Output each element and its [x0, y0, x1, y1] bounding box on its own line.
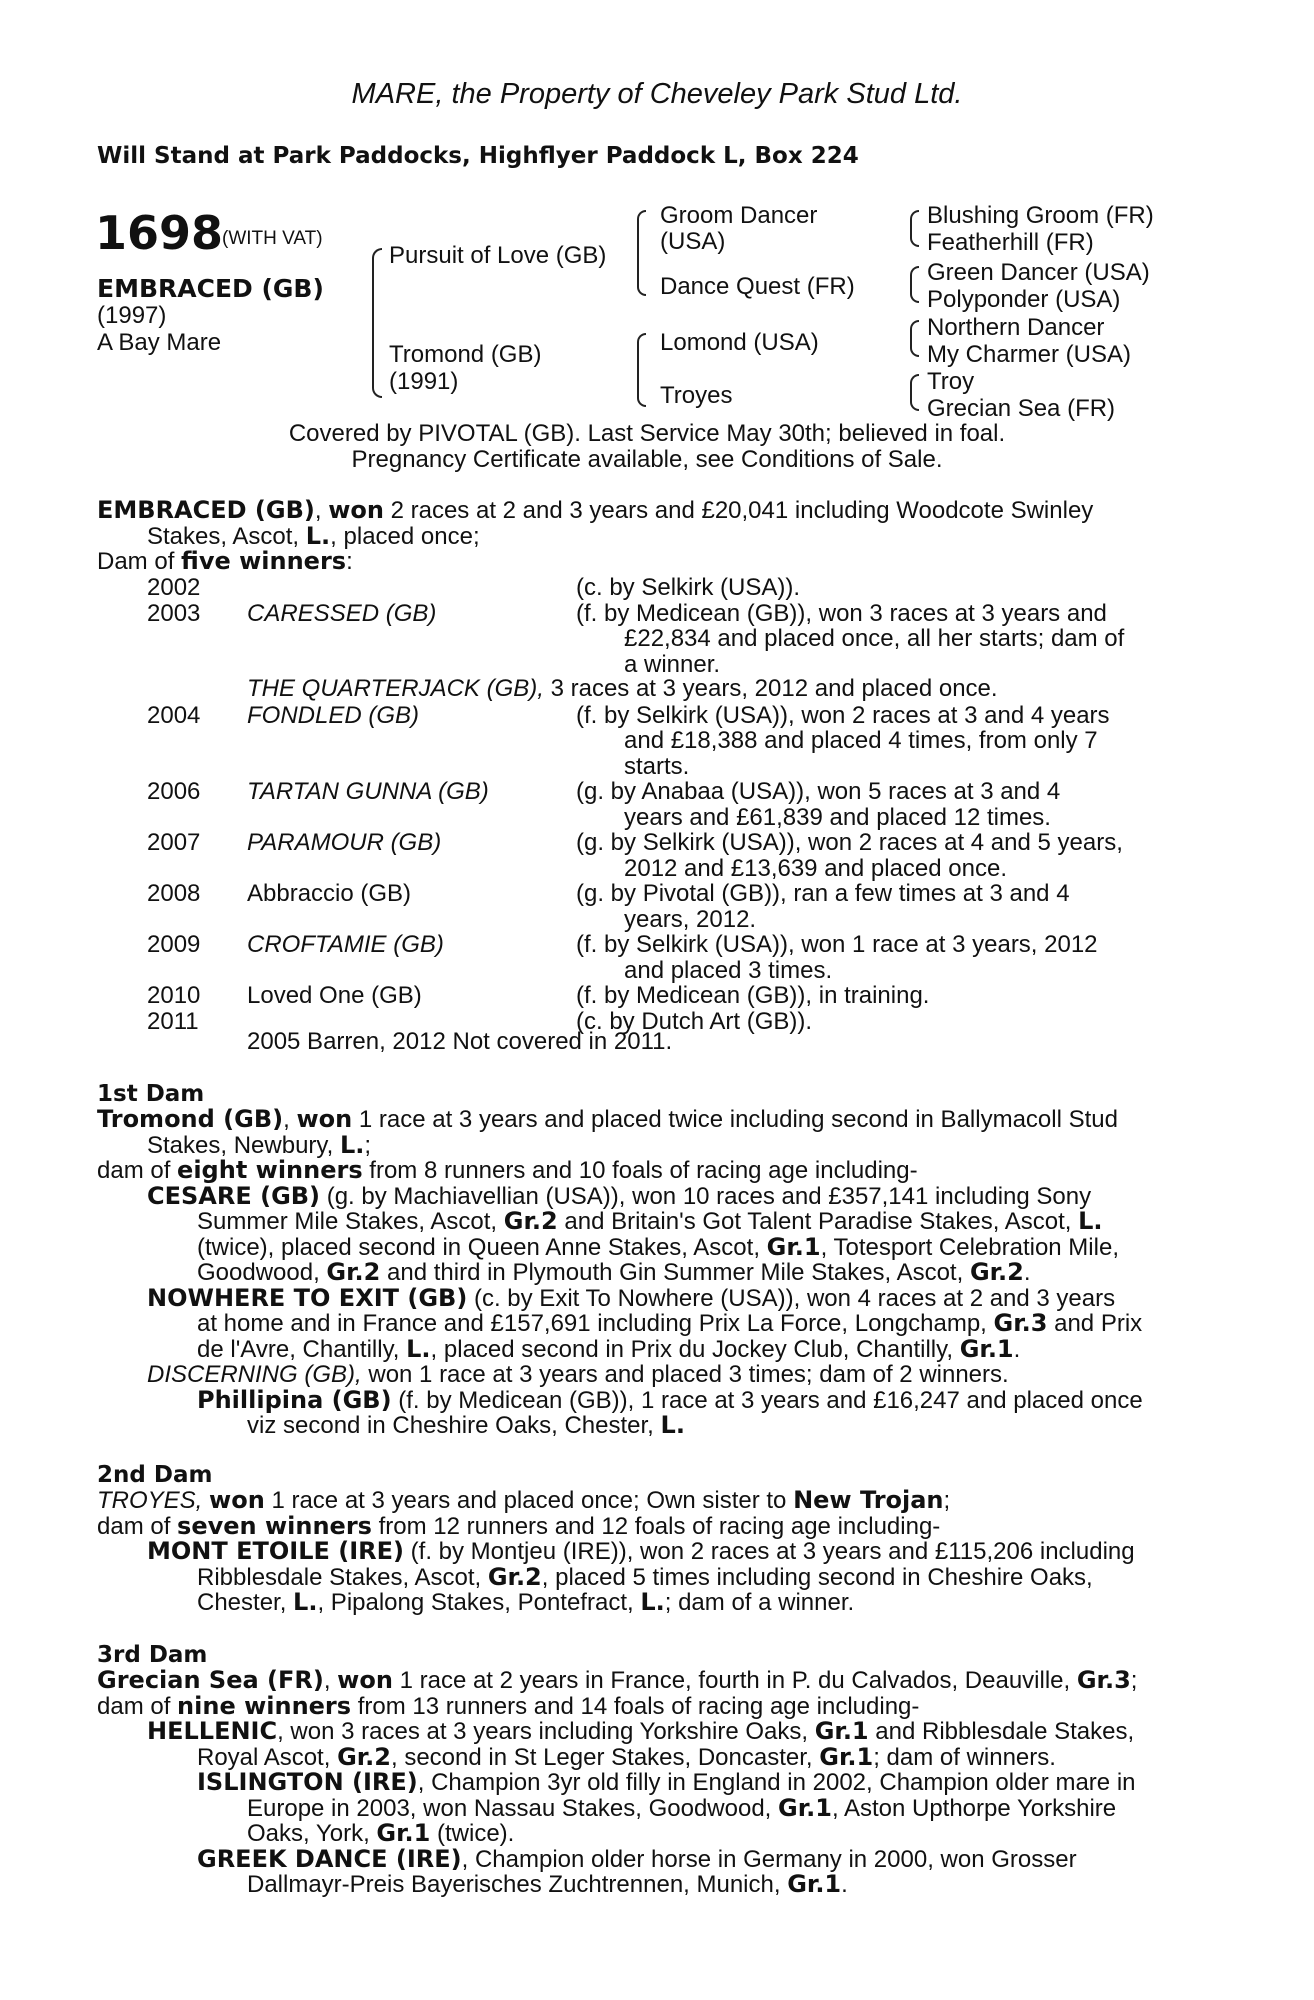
semicolon: ;	[943, 1487, 951, 1514]
semicolon: ;	[1130, 1667, 1138, 1694]
nowhere-text3: de l'Avre, Chantilly,	[197, 1335, 407, 1363]
nowhere-text3b: , placed second in Prix du Jockey Club, Chantilly,	[430, 1335, 960, 1363]
produce-text: (c. by Selkirk (USA)).	[576, 574, 801, 601]
cesare-text1: (g. by Machiavellian (USA)), won 10 races and £357,141 including Sony	[320, 1182, 1092, 1210]
group2-label: Gr.2	[326, 1258, 381, 1286]
group1-label: Gr.1	[959, 1334, 1014, 1363]
first-dam-heading: 1st Dam	[97, 1081, 205, 1107]
islington-text3: Oaks, York,	[247, 1820, 377, 1847]
horse-description: A Bay Mare	[97, 329, 222, 356]
pregnancy-line: Pregnancy Certificate available, see Conditions of Sale.	[351, 446, 943, 473]
produce-year: 2010	[147, 982, 201, 1009]
produce-text-cont: and £18,388 and placed 4 times, from only 7	[624, 727, 1098, 754]
pedigree-g8: Grecian Sea (FR)	[927, 395, 1116, 422]
pedigree-g3: Green Dancer (USA)	[927, 259, 1150, 286]
produce-text: (g. by Selkirk (USA)), won 2 races at 4 and 5 years,	[576, 829, 1123, 856]
cesare-text3: (twice), placed second in Queen Anne Stakes, Ascot,	[197, 1233, 767, 1261]
produce-text: (f. by Medicean (GB)), in training.	[576, 982, 930, 1009]
listed-label: L.	[293, 1588, 318, 1616]
second-dam-heading: 2nd Dam	[97, 1462, 213, 1488]
group1-label: Gr.1	[814, 1717, 869, 1745]
eight-winners: eight winners	[177, 1156, 363, 1184]
produce-text-cont: a winner.	[624, 650, 721, 678]
dam-of-label: dam of	[97, 1512, 178, 1540]
barren-line: 2005 Barren, 2012 Not covered in 2011.	[247, 1028, 673, 1055]
third-dam-text2: from 13 runners and 14 foals of racing age including-	[351, 1692, 920, 1720]
new-trojan: New Trojan	[793, 1486, 944, 1514]
listed-label: L.	[1078, 1207, 1103, 1235]
summary-text: 2 races at 2 and 3 years and £20,041 including Woodcote Swinley	[383, 497, 1094, 524]
pedigree-dam-dam: Troyes	[660, 382, 733, 409]
summary-won: won	[328, 496, 384, 524]
group1-label: Gr.1	[376, 1819, 431, 1847]
second-dam-text1: 1 race at 3 years and placed once; Own sister to	[264, 1487, 794, 1514]
produce-text: (c. by Dutch Art (GB)).	[576, 1007, 813, 1035]
group2-label: Gr.2	[503, 1207, 558, 1235]
discerning-text: won 1 race at 3 years and placed 3 times; dam of 2 winners.	[361, 1361, 1009, 1388]
islington-text3b: (twice).	[430, 1820, 515, 1847]
islington-text2b: , Aston Upthorpe Yorkshire	[831, 1794, 1117, 1822]
produce-text: (g. by Pivotal (GB)), ran a few times at 3 and 4	[576, 880, 1070, 907]
nowhere-text2b: and Prix	[1047, 1310, 1143, 1337]
produce-year: 2003	[147, 599, 201, 627]
produce-year: 2009	[147, 931, 201, 958]
mont-etoile-name: MONT ETOILE (IRE)	[147, 1537, 404, 1565]
cesare-text3b: , Totesport Celebration Mile,	[820, 1233, 1119, 1261]
produce-text: (f. by Selkirk (USA)), won 2 races at 3 and 4 years	[576, 701, 1110, 729]
second-dam-name: TROYES,	[97, 1487, 203, 1514]
pedigree-brace-main	[372, 248, 382, 398]
nowhere-text2: at home and in France and £157,691 including Prix La Force, Longchamp,	[197, 1310, 994, 1337]
pedigree-g5: Northern Dancer	[927, 314, 1105, 341]
pedigree-brace-sire	[637, 210, 646, 296]
dam-of-label: Dam of	[97, 548, 182, 575]
listed-label: L.	[406, 1334, 431, 1363]
mont-etoile-text3c: ; dam of a winner.	[664, 1589, 855, 1616]
vat-label: (WITH VAT)	[222, 228, 323, 249]
produce-year: 2011	[147, 1007, 199, 1035]
horse-year: (1997)	[97, 302, 167, 329]
produce-text: (g. by Anabaa (USA)), won 5 races at 3 and 4	[576, 778, 1061, 805]
period: .	[1023, 1259, 1031, 1286]
cesare-text4b: and third in Plymouth Gin Summer Mile Stakes, Ascot,	[380, 1259, 970, 1286]
phillipina-text1: (f. by Medicean (GB)), 1 race at 3 years and £16,247 and placed once	[391, 1386, 1143, 1414]
stand-location: Will Stand at Park Paddocks, Highflyer Paddock L, Box 224	[97, 143, 859, 169]
third-dam-name: Grecian Sea (FR)	[97, 1666, 324, 1694]
mont-etoile-text2b: , placed 5 times including second in Cheshire Oaks,	[541, 1563, 1093, 1591]
group1-label: Gr.1	[778, 1793, 832, 1822]
phillipina-text2: viz second in Cheshire Oaks, Chester,	[247, 1412, 661, 1439]
pedigree-brace-g3	[910, 320, 919, 357]
seven-winners: seven winners	[177, 1511, 372, 1540]
third-dam-text1: 1 race at 2 years in France, fourth in P. du Calvados, Deauville,	[392, 1667, 1077, 1694]
pedigree-brace-dam	[637, 333, 646, 407]
hellenic-text1b: and Ribblesdale Stakes,	[868, 1718, 1135, 1745]
pedigree-dam: Tromond (GB)	[389, 341, 542, 368]
five-winners: five winners	[181, 547, 347, 575]
islington-name: ISLINGTON (IRE)	[197, 1768, 418, 1796]
group2-label: Gr.2	[337, 1742, 391, 1771]
summary-block: EMBRACED (GB), won 2 races at 2 and 3 years and £20,041 including Woodcote Swinley Stakes, Ascot, L., placed once; Dam of five winners:	[97, 496, 1094, 575]
pedigree-brace-g4	[910, 374, 919, 411]
discerning-name: DISCERNING (GB),	[147, 1361, 362, 1388]
hellenic-text2c: ; dam of winners.	[873, 1743, 1056, 1771]
third-dam-heading: 3rd Dam	[97, 1642, 208, 1668]
second-dam-text2: from 12 runners and 12 foals of racing age including-	[371, 1512, 941, 1540]
greek-dance-text2: Dallmayr-Preis Bayerisches Zuchtrennen, Munich,	[247, 1871, 788, 1898]
nowhere-text1: (c. by Exit To Nowhere (USA)), won 4 races at 2 and 3 years	[467, 1284, 1116, 1312]
produce-text-cont: years, 2012.	[624, 905, 757, 933]
pedigree-dam-sire: Lomond (USA)	[660, 329, 819, 356]
produce-name: CARESSED (GB)	[247, 599, 437, 627]
hellenic-name: HELLENIC	[147, 1717, 278, 1745]
listed-label: L.	[640, 1588, 665, 1616]
pedigree-brace-g2	[910, 266, 919, 303]
produce-text-cont: 2012 and £13,639 and placed once.	[624, 854, 1008, 882]
pedigree-g6: My Charmer (USA)	[927, 341, 1132, 368]
horse-name: EMBRACED (GB)	[97, 274, 324, 303]
summary-line2: Stakes, Ascot,	[147, 522, 306, 550]
covered-line: Covered by PIVOTAL (GB). Last Service May 30th; believed in foal.	[288, 420, 1006, 447]
produce-name: Abbraccio (GB)	[247, 880, 412, 907]
cesare-text4: Goodwood,	[197, 1259, 327, 1286]
group1-label: Gr.1	[766, 1232, 821, 1261]
period: .	[1013, 1335, 1021, 1363]
first-dam-text3: from 8 runners and 10 foals of racing age including-	[362, 1157, 918, 1184]
lot-number: 1698	[95, 206, 224, 260]
first-dam-text2: Stakes, Newbury,	[147, 1131, 340, 1159]
nowhere-name: NOWHERE TO EXIT (GB)	[147, 1283, 468, 1312]
pedigree-sire-sire: Groom Dancer (USA)	[660, 202, 818, 255]
period: .	[841, 1871, 848, 1898]
group2-label: Gr.2	[969, 1258, 1024, 1286]
pedigree-sire: Pursuit of Love (GB)	[389, 242, 607, 269]
dam-of-label: dam of	[97, 1692, 178, 1720]
greek-dance-name: GREEK DANCE (IRE)	[197, 1844, 462, 1873]
produce-name: PARAMOUR (GB)	[247, 829, 442, 856]
summary-name: EMBRACED (GB)	[97, 496, 315, 524]
group3-label: Gr.3	[993, 1309, 1048, 1337]
first-dam-name: Tromond (GB)	[97, 1105, 284, 1133]
produce-year: 2002	[147, 574, 201, 601]
listed-label: L.	[339, 1130, 365, 1159]
cesare-name: CESARE (GB)	[147, 1181, 321, 1210]
produce-year: 2006	[147, 778, 201, 805]
pedigree-g1: Blushing Groom (FR)	[927, 202, 1154, 229]
group1-label: Gr.1	[819, 1742, 874, 1771]
pedigree-dam-year: (1991)	[389, 368, 459, 395]
hellenic-text2b: , second in St Leger Stakes, Doncaster,	[391, 1743, 820, 1771]
greek-dance-text1: , Champion older horse in Germany in 2000, won Grosser	[461, 1845, 1077, 1873]
first-dam-block: Tromond (GB), won 1 race at 3 years and placed twice including second in Ballymacoll Stud Stakes, Newbury, L.; dam of eight winners from 8 runners and 10 foals of racing age including- CESARE (GB) (g. by Machiavellian (USA)), won 10 races and £357,141 including Sony Summer Mile Stakes, Ascot, Gr.2 and Britain's Got Talent Paradise Stakes, Ascot, L. (twice), placed second in Queen Anne Stakes, Ascot, Gr.1, Totesport Celebration Mile, Goodwood, Gr.2 and third in Plymouth Gin Summer Mile Stakes, Ascot, Gr.2. NOWHERE TO EXIT (GB) (c. by Exit To Nowhere (USA)), won 4 races at 2 and 3 years at home and in France and £157,691 including Prix La Force, Longchamp, Gr.3 and Prix de l'Avre, Chantilly, L., placed second in Prix du Jockey Club, Chantilly, Gr.1. DISCERNING (GB), won 1 race at 3 years and placed 3 times; dam of 2 winners. Phillipina (GB) (f. by Medicean (GB)), 1 race at 3 years and £16,247 and placed once viz second in Cheshire Oaks, Chester, L.	[97, 1105, 1143, 1439]
pedigree-g2: Featherhill (FR)	[927, 229, 1094, 256]
produce-text: (f. by Selkirk (USA)), won 1 race at 3 years, 2012	[576, 931, 1098, 958]
mont-etoile-text1: (f. by Montjeu (IRE)), won 2 races at 3 years and £115,206 including	[403, 1538, 1135, 1565]
cesare-text2: Summer Mile Stakes, Ascot,	[197, 1208, 504, 1235]
produce-name: FONDLED (GB)	[247, 701, 420, 729]
semicolon: ;	[364, 1131, 372, 1159]
quarterjack-name: THE QUARTERJACK (GB),	[247, 675, 544, 702]
third-dam-block: Grecian Sea (FR), won 1 race at 2 years in France, fourth in P. du Calvados, Deauville, Gr.3; dam of nine winners from 13 runners and 14 foals of racing age including- HELLENIC, won 3 races at 3 years including Yorkshire Oaks, Gr.1 and Ribblesdale Stakes, Royal Ascot, Gr.2, second in St Leger Stakes, Doncaster, Gr.1; dam of winners. ISLINGTON (IRE), Champion 3yr old filly in England in 2002, Champion older mare in Europe in 2003, won Nassau Stakes, Goodwood, Gr.1, Aston Upthorpe Yorkshire Oaks, York, Gr.1 (twice). GREEK DANCE (IRE), Champion older horse in Germany in 2000, won Grosser Dallmayr-Preis Bayerisches Zuchtrennen, Munich, Gr.1.	[97, 1666, 1138, 1898]
produce-name: TARTAN GUNNA (GB)	[247, 778, 489, 805]
colon: :	[346, 548, 353, 575]
mont-etoile-text3: Chester,	[197, 1589, 294, 1616]
produce-name: CROFTAMIE (GB)	[247, 931, 444, 958]
produce-text: (f. by Medicean (GB)), won 3 races at 3 years and	[576, 599, 1107, 627]
second-dam-block	[97, 1488, 1203, 1616]
group2-label: Gr.2	[487, 1562, 542, 1591]
first-dam-won: won	[296, 1105, 353, 1133]
group3-label: Gr.3	[1076, 1666, 1131, 1694]
produce-text-cont: starts.	[624, 752, 690, 780]
mont-etoile-text3b: , Pipalong Stakes, Pontefract,	[317, 1589, 641, 1616]
second-dam-won: won	[209, 1486, 265, 1514]
third-dam-won: won	[337, 1666, 393, 1694]
islington-text1: , Champion 3yr old filly in England in 2002, Champion older mare in	[417, 1769, 1136, 1796]
pedigree-brace-g1	[910, 210, 919, 247]
quarterjack-text: 3 races at 3 years, 2012 and placed once.	[543, 675, 998, 702]
nine-winners: nine winners	[177, 1691, 352, 1720]
group1-label: Gr.1	[787, 1870, 842, 1898]
pedigree-g4: Polyponder (USA)	[927, 286, 1121, 313]
dam-of-label: dam of	[97, 1157, 178, 1184]
pedigree-g7: Troy	[927, 368, 975, 395]
summary-line2b: , placed once;	[330, 522, 480, 550]
cesare-text2b: and Britain's Got Talent Paradise Stakes, Ascot,	[557, 1208, 1079, 1235]
hellenic-text1: , won 3 races at 3 years including Yorkshire Oaks,	[277, 1718, 815, 1745]
hellenic-text2: Royal Ascot,	[197, 1743, 338, 1771]
page-title: MARE, the Property of Cheveley Park Stud Ltd.	[351, 78, 963, 110]
produce-text-cont: and placed 3 times.	[624, 956, 833, 984]
produce-name: Loved One (GB)	[247, 982, 422, 1009]
produce-year: 2007	[147, 829, 201, 856]
first-dam-text1: 1 race at 3 years and placed twice including second in Ballymacoll Stud	[352, 1106, 1118, 1133]
produce-year: 2008	[147, 880, 201, 907]
listed-label: L.	[660, 1411, 685, 1439]
quarterjack-line	[247, 676, 998, 702]
phillipina-name: Phillipina (GB)	[197, 1385, 392, 1414]
mont-etoile-text2: Ribblesdale Stakes, Ascot,	[197, 1563, 488, 1591]
produce-text-cont: years and £61,839 and placed 12 times.	[624, 803, 1051, 831]
islington-text2: Europe in 2003, won Nassau Stakes, Goodwood,	[247, 1794, 778, 1822]
produce-text-cont: £22,834 and placed once, all her starts; dam of	[624, 625, 1125, 652]
produce-year: 2004	[147, 701, 201, 729]
listed-label: L.	[305, 521, 331, 550]
pedigree-sire-dam: Dance Quest (FR)	[660, 273, 855, 300]
